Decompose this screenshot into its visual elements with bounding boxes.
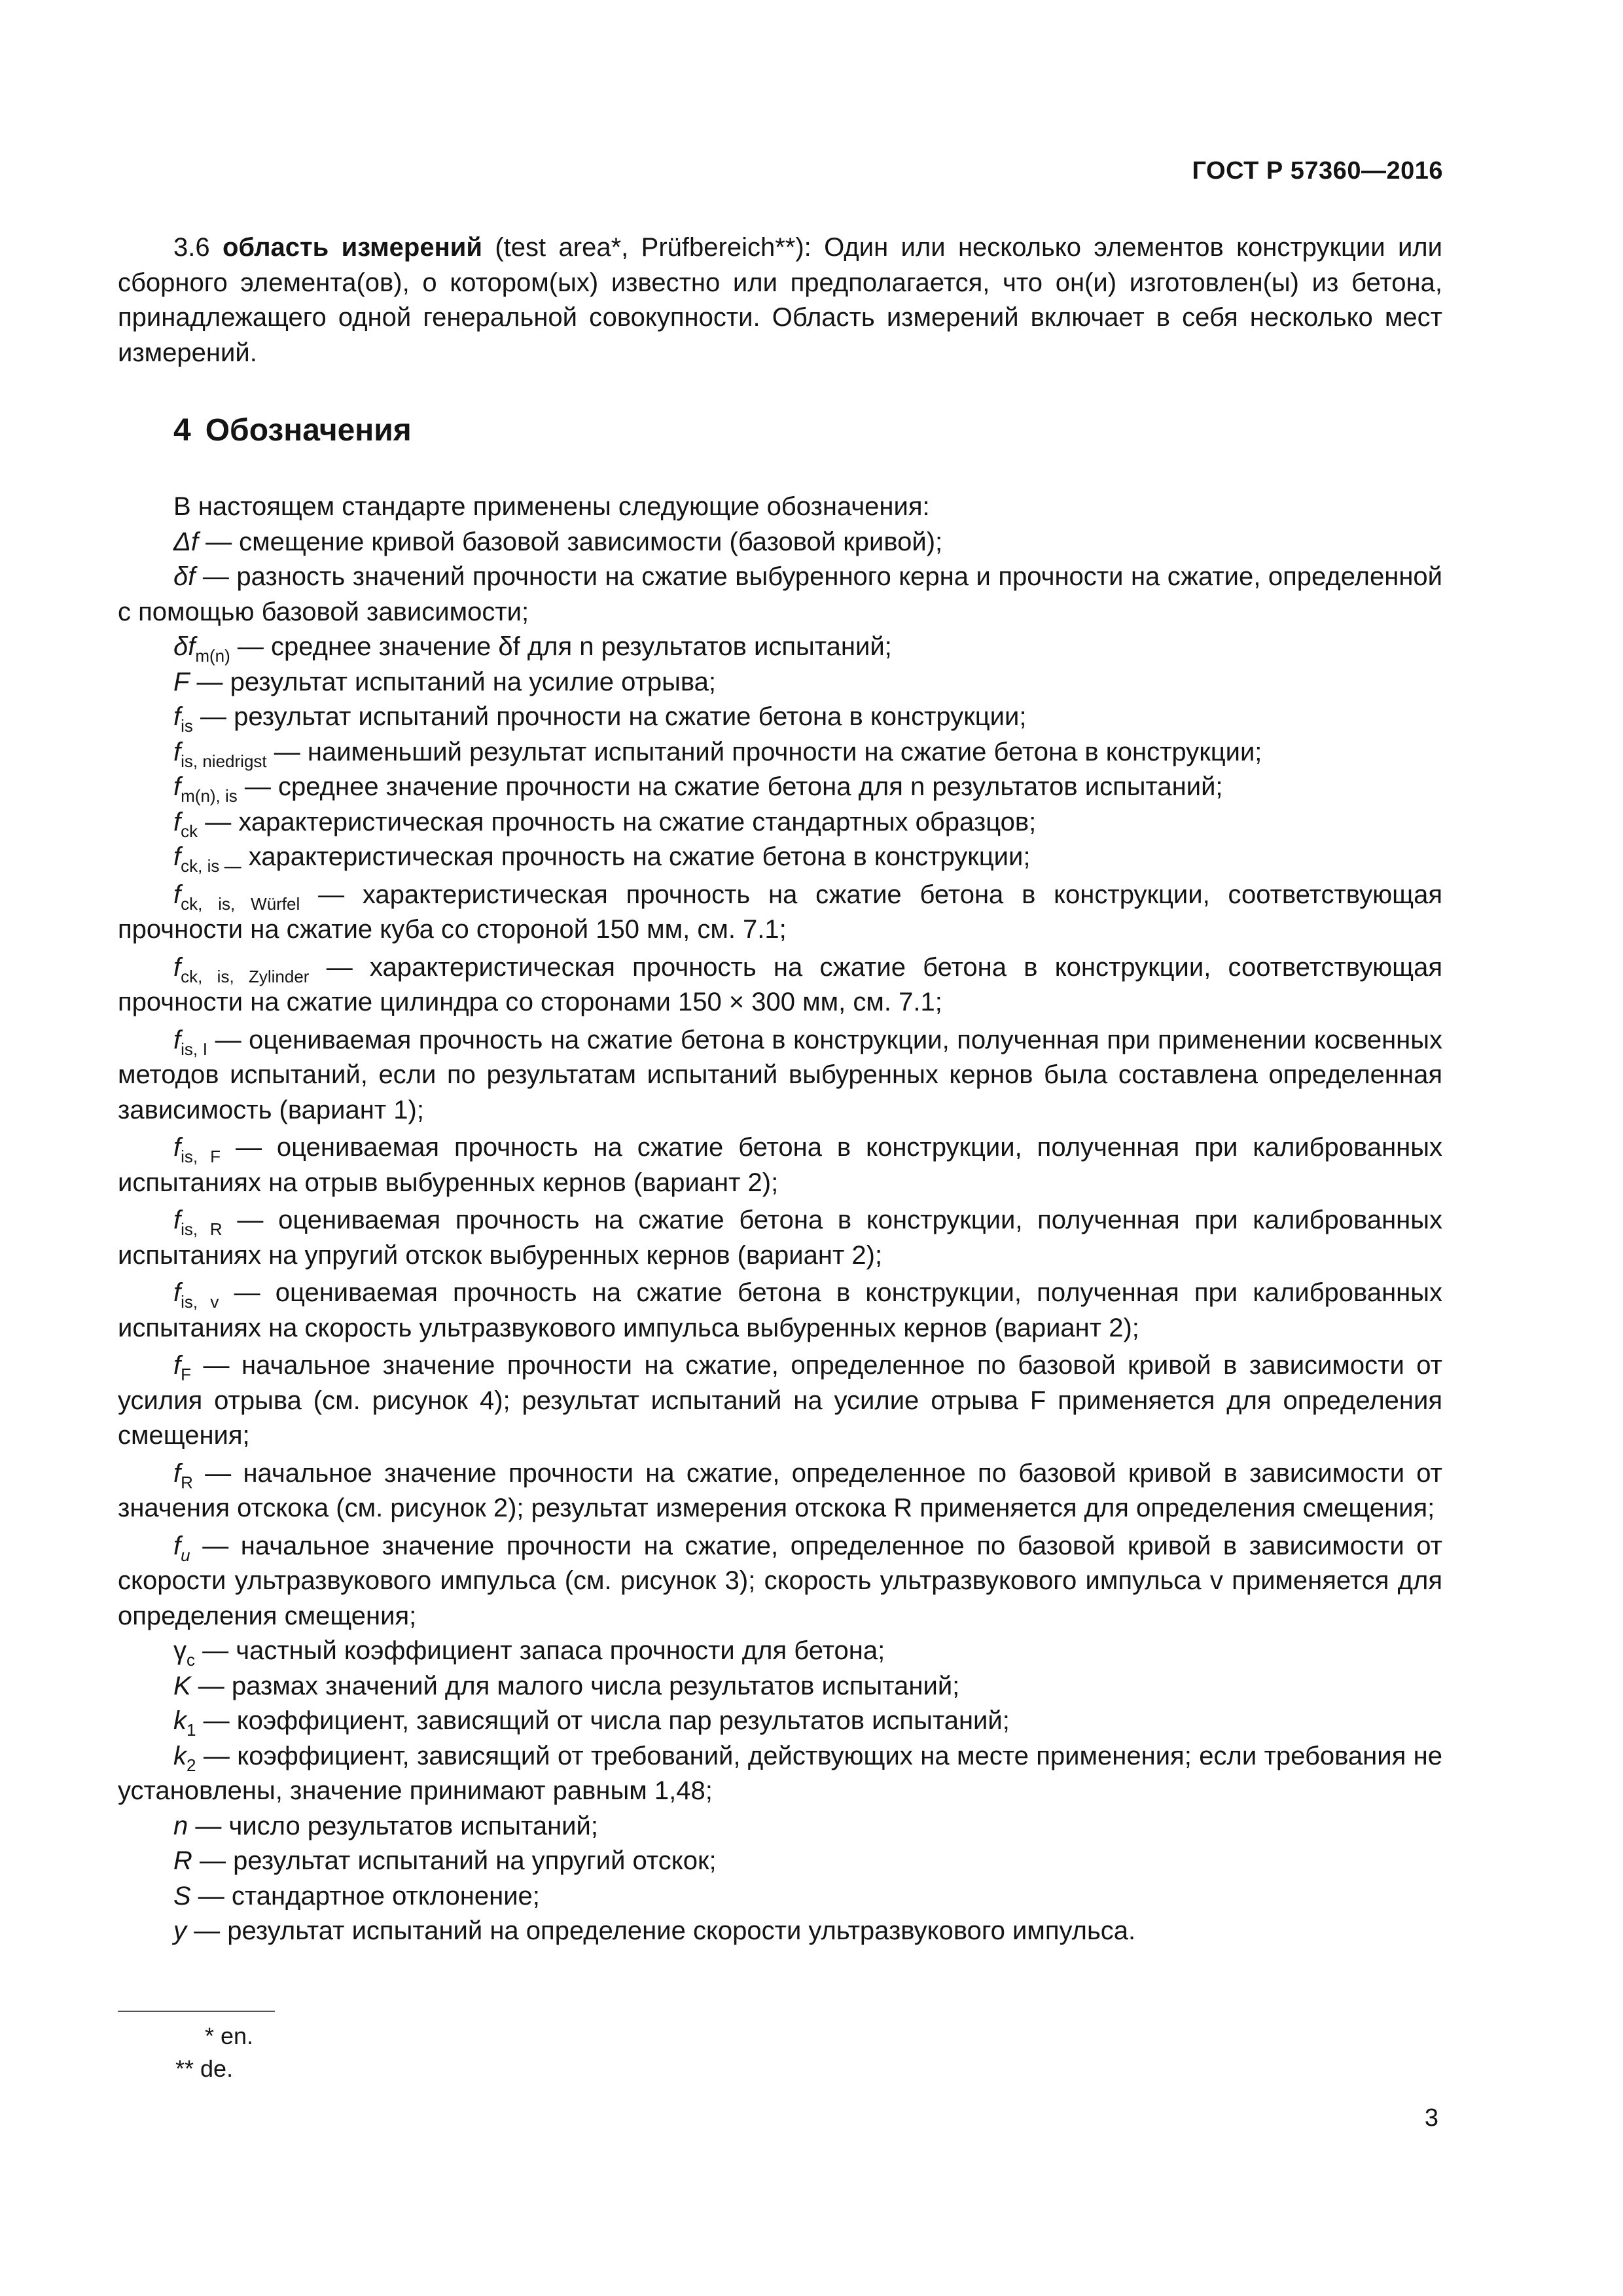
definition-text: — оцениваемая прочность на сжатие бетона в конструкции, полученная при применении косвенных методов испытаний, если по результатам испытаний выбуренных кернов была составлена определенная зависимость (вариант 1); xyxy=(118,1025,1443,1124)
subscript: u xyxy=(181,1545,190,1565)
definition-item xyxy=(118,735,1442,770)
clause-text: (test area*, Prüfbereich**): Один или несколько элементов конструкции или сборного элемента(ов), о котором(ых) известно или предполагается, что он(и) изготовлен(ы) из бетона, принадлежащего одной генеральной совокупности. Область измерений включает в себя несколько мест измерений. xyxy=(118,233,1442,367)
definition-item xyxy=(118,525,1442,560)
definition-text: — результат испытаний на определение скорости ультразвукового импульса. xyxy=(187,1916,1136,1945)
subscript: R xyxy=(181,1472,193,1492)
definition-text: — коэффициент, зависящий от числа пар результатов испытаний; xyxy=(196,1706,1010,1735)
definition-text: — смещение кривой базовой зависимости (базовой кривой); xyxy=(198,527,943,556)
subscript: m(n) xyxy=(195,646,230,666)
definition-text: — результат испытаний прочности на сжатие бетона в конструкции; xyxy=(192,702,1027,731)
definition-item xyxy=(118,1130,1442,1200)
definition-text: — характеристическая прочность на сжатие стандартных образцов; xyxy=(198,807,1037,836)
definition-item xyxy=(118,1809,1442,1844)
definition-text: — результат испытаний на упругий отскок; xyxy=(192,1846,717,1875)
definition-item xyxy=(118,665,1442,700)
definition-text: — разность значений прочности на сжатие выбуренного керна и прочности на сжатие, определенной с помощью базовой зависимости; xyxy=(118,562,1442,626)
definition-item xyxy=(118,805,1442,840)
symbol: n xyxy=(173,1811,188,1840)
definition-text: — характеристическая прочность на сжатие бетона в конструкции, соответствующая прочности на сжатие куба со стороной 150 мм, см. 7.1; xyxy=(118,880,1442,944)
symbol: f xyxy=(173,807,181,836)
symbol: y xyxy=(173,1916,187,1945)
definition-item xyxy=(118,1634,1442,1669)
definition-item xyxy=(118,770,1442,805)
subscript: 2 xyxy=(187,1755,196,1775)
definition-item xyxy=(118,1203,1442,1273)
definition-item xyxy=(118,560,1442,630)
definition-text: — стандартное отклонение; xyxy=(190,1881,540,1910)
definition-text: характеристическая прочность на сжатие бетона в конструкции; xyxy=(241,842,1031,871)
definition-item xyxy=(118,1023,1442,1128)
definition-item xyxy=(118,840,1442,875)
definition-item xyxy=(118,878,1442,948)
symbol: f xyxy=(173,772,181,801)
definition-item xyxy=(118,1456,1442,1526)
subscript: is, R xyxy=(181,1219,223,1239)
definition-item xyxy=(118,1276,1442,1346)
subscript: 1 xyxy=(187,1720,196,1740)
section-number: 4 xyxy=(173,413,191,448)
definition-item xyxy=(118,1739,1442,1809)
subscript: c xyxy=(187,1650,195,1670)
subscript: ck, is — xyxy=(181,856,241,876)
definition-item xyxy=(118,1348,1442,1454)
subscript: is, F xyxy=(181,1147,221,1166)
section-title: Обозначения xyxy=(205,413,412,448)
symbol: f xyxy=(173,1025,181,1054)
clause-term: область измерений xyxy=(223,233,482,262)
page-number: 3 xyxy=(1424,2104,1438,2132)
definition-text: — начальное значение прочности на сжатие, определенное по базовой кривой в зависимости от скорости ультразвукового импульса (см. рисунок 3); скорость ультразвукового импульса v применяется для определения смещения; xyxy=(118,1531,1442,1630)
page-content xyxy=(118,230,1442,1949)
subscript: ck, is, Zylinder xyxy=(181,966,310,986)
definition-item xyxy=(118,1669,1442,1704)
subscript: is xyxy=(181,716,193,736)
definition-item xyxy=(118,950,1442,1020)
footnote: * en. xyxy=(205,2022,254,2049)
symbol: f xyxy=(173,1133,181,1162)
definition-text: — размах значений для малого числа результатов испытаний; xyxy=(190,1671,960,1700)
subscript: ck xyxy=(181,821,198,841)
definition-text: — частный коэффициент запаса прочности для бетона; xyxy=(195,1636,885,1665)
symbol: F xyxy=(173,667,190,696)
symbol: Δf xyxy=(173,527,198,556)
definition-text: — начальное значение прочности на сжатие, определенное по базовой кривой в зависимости от значения отскока (см. рисунок 2); результат измерения отскока R применяется для определения смещения; xyxy=(118,1458,1442,1522)
definition-text: — среднее значение прочности на сжатие бетона для n результатов испытаний; xyxy=(237,772,1223,801)
definition-item xyxy=(118,1879,1442,1914)
symbol: K xyxy=(173,1671,191,1700)
definition-item xyxy=(118,1704,1442,1739)
symbol: γ xyxy=(173,1636,187,1665)
subscript: F xyxy=(181,1365,192,1384)
definition-text: — оцениваемая прочность на сжатие бетона в конструкции, полученная при калиброванных испытаниях на отрыв выбуренных кернов (вариант 2); xyxy=(118,1133,1443,1197)
subscript: is, I xyxy=(181,1039,208,1059)
section-heading xyxy=(173,411,1442,450)
symbol: δf xyxy=(173,562,196,591)
footnote: ** de. xyxy=(175,2055,234,2082)
definition-item xyxy=(118,630,1442,665)
symbol: f xyxy=(173,1278,181,1307)
clause-3-6 xyxy=(118,230,1442,370)
symbol: f xyxy=(173,1458,181,1488)
symbol: k xyxy=(173,1706,187,1735)
section-intro: В настоящем стандарте применены следующие обозначения: xyxy=(173,492,930,521)
definition-text: — наименьший результат испытаний прочности на сжатие бетона в конструкции; xyxy=(266,737,1262,766)
symbol: f xyxy=(173,842,181,871)
symbol: R xyxy=(173,1846,192,1875)
definition-text: — оцениваемая прочность на сжатие бетона в конструкции, полученная при калиброванных испытаниях на упругий отскок выбуренных кернов (вариант 2); xyxy=(118,1206,1442,1270)
symbol: f xyxy=(173,880,181,909)
definition-text: — результат испытаний на усилие отрыва; xyxy=(189,667,717,696)
subscript: is, v xyxy=(181,1292,219,1312)
definition-text: — число результатов испытаний; xyxy=(188,1811,598,1840)
symbol: f xyxy=(173,1206,181,1234)
definition-text: — начальное значение прочности на сжатие, определенное по базовой кривой в зависимости от усилия отрыва (см. рисунок 4); результат испытаний на усилие отрыва F применяется для определения смещения; xyxy=(118,1351,1442,1450)
subscript: ck, is, Würfel xyxy=(181,893,300,914)
subscript: is, niedrigst xyxy=(181,751,267,771)
definition-item xyxy=(118,1844,1442,1879)
definition-item xyxy=(118,1914,1442,1949)
footnote-divider xyxy=(118,2011,275,2012)
symbol: f xyxy=(173,1531,181,1560)
definition-text: — оцениваемая прочность на сжатие бетона в конструкции, полученная при калиброванных испытаниях на скорость ультразвукового импульса выбуренных кернов (вариант 2); xyxy=(118,1278,1442,1342)
symbol: f xyxy=(173,737,181,766)
symbol: f xyxy=(173,952,181,982)
document-code: ГОСТ Р 57360—2016 xyxy=(1192,157,1443,185)
symbol: δf xyxy=(173,632,196,661)
definition-item xyxy=(118,1529,1442,1634)
subscript: m(n), is xyxy=(181,786,238,806)
definition-item xyxy=(118,700,1442,735)
clause-number: 3.6 xyxy=(173,233,210,262)
symbol: f xyxy=(173,1351,181,1380)
definition-text: — среднее значение δf для n результатов испытаний; xyxy=(230,632,892,661)
definition-text: — характеристическая прочность на сжатие бетона в конструкции, соответствующая прочности на сжатие цилиндра со сторонами 150 × 300 мм, см. 7.1; xyxy=(118,952,1442,1016)
symbol: S xyxy=(173,1881,191,1910)
symbol: f xyxy=(173,702,181,731)
definition-text: — коэффициент, зависящий от требований, действующих на месте применения; если требования не установлены, значение принимают равным 1,48; xyxy=(118,1741,1442,1805)
symbol: k xyxy=(173,1741,187,1770)
